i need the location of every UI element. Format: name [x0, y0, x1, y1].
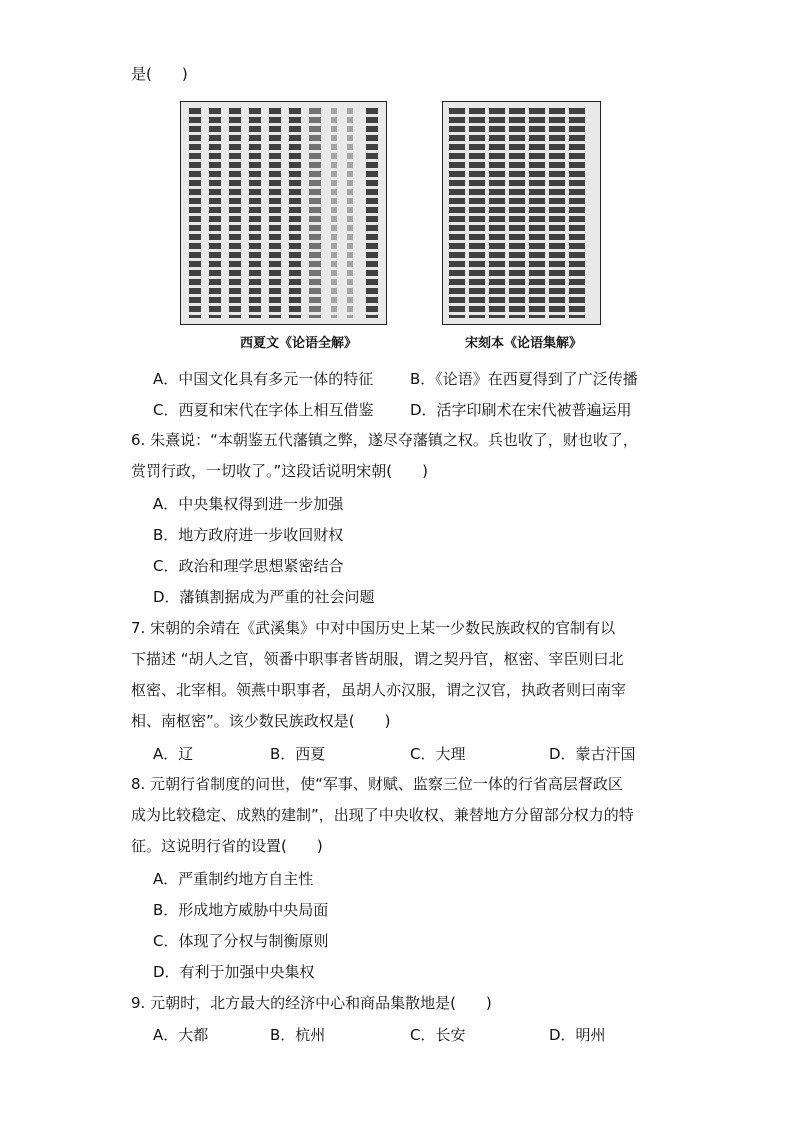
q8-stem-line3: 征。这说明行省的设置( ): [131, 837, 323, 855]
q6-option-c: C．政治和理学思想紧密结合: [153, 557, 344, 575]
q5-tail-text: 是( ): [131, 65, 188, 83]
q5-option-d: D．活字印刷术在宋代被普遍运用: [410, 401, 632, 419]
q7-option-d: D．蒙古汗国: [549, 745, 636, 763]
figure: [180, 101, 600, 353]
q8-option-c: C．体现了分权与制衡原则: [153, 932, 329, 950]
q7-stem-line2: 下描述 “胡人之官，领番中职事者皆胡服，谓之契丹官，枢密、宰臣则曰北: [131, 650, 624, 668]
xixia-analects-image: [180, 101, 387, 325]
q5-option-c: C．西夏和宋代在字体上相互借鉴: [153, 401, 374, 419]
q7-stem-line1: 7. 宋朝的余靖在《武溪集》中对中国历史上某一少数民族政权的官制有以: [131, 619, 616, 637]
q7-stem-line3: 枢密、北宰相。领燕中职事者，虽胡人亦汉服，谓之汉官，执政者则曰南宰: [131, 681, 627, 699]
q7-stem-line4: 相、南枢密”。该少数民族政权是( ): [131, 712, 391, 730]
left-image-caption: 西夏文《论语全解》: [240, 336, 358, 351]
q8-option-a: A．严重制约地方自主性: [153, 870, 314, 888]
song-analects-image: [442, 101, 601, 325]
q8-option-b: B．形成地方威胁中央局面: [153, 901, 329, 919]
q6-option-a: A．中央集权得到进一步加强: [153, 495, 344, 513]
q8-stem-line1: 8. 元朝行省制度的问世，使“军事、财赋、监察三位一体的行省高层督政区: [131, 775, 623, 793]
q9-option-c: C．长安: [410, 1026, 466, 1044]
q7-option-c: C．大理: [410, 745, 466, 763]
q6-stem-line2: 赏罚行政，一切收了。”这段话说明宋朝( ): [131, 462, 428, 480]
q8-option-d: D．有利于加强中央集权: [153, 963, 315, 981]
q8-stem-line2: 成为比较稳定、成熟的建制”，出现了中央收权、兼替地方分留部分权力的特: [131, 806, 634, 824]
q7-option-b: B．西夏: [270, 745, 326, 763]
q5-option-a: A．中国文化具有多元一体的特征: [153, 370, 374, 388]
q9-stem-line1: 9. 元朝时，北方最大的经济中心和商品集散地是( ): [131, 994, 492, 1012]
q7-option-a: A．辽: [153, 745, 194, 763]
q9-option-a: A．大都: [153, 1026, 209, 1044]
q6-option-d: D．藩镇割据成为严重的社会问题: [153, 588, 375, 606]
q9-option-d: D．明州: [549, 1026, 606, 1044]
q6-option-b: B．地方政府进一步收回财权: [153, 526, 344, 544]
q6-stem-line1: 6. 朱熹说：“本朝鉴五代藩镇之弊，遂尽夺藩镇之权。兵也收了，财也收了，: [131, 431, 638, 449]
q9-option-b: B．杭州: [270, 1026, 326, 1044]
q5-option-b: B．《论语》在西夏得到了广泛传播: [410, 370, 638, 388]
right-image-caption: 宋刻本《论语集解》: [465, 336, 583, 351]
